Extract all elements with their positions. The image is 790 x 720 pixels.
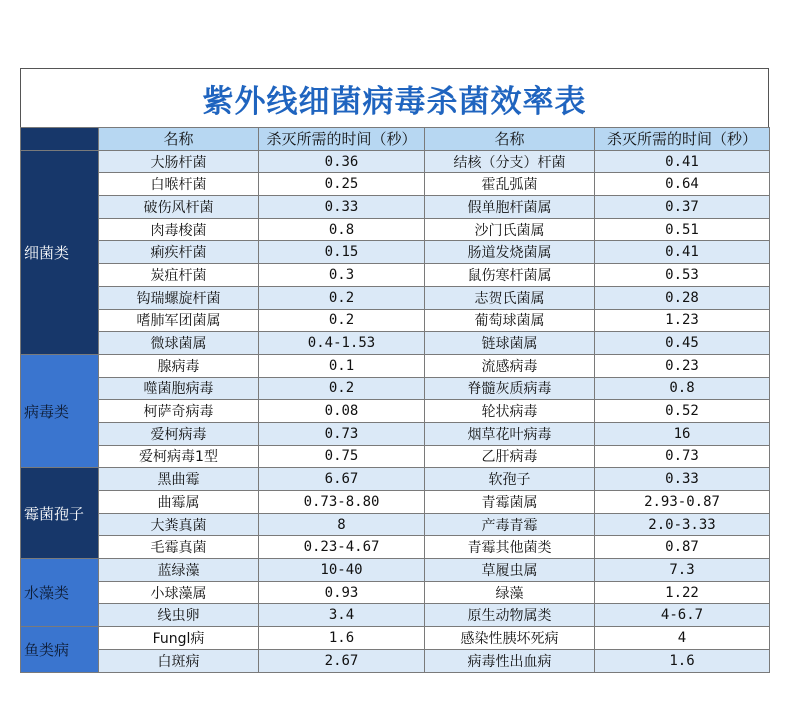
organism-name-cell[interactable]: 小球藻属 (99, 581, 259, 604)
kill-time-cell[interactable]: 0.87 (595, 536, 770, 559)
kill-time-cell[interactable]: 0.75 (259, 445, 425, 468)
organism-name-cell[interactable]: 炭疽杆菌 (99, 264, 259, 287)
organism-name-cell[interactable]: 产毒青霉 (425, 513, 595, 536)
kill-time-cell[interactable]: 0.25 (259, 173, 425, 196)
kill-time-cell[interactable]: 1.6 (595, 649, 770, 672)
kill-time-cell[interactable]: 0.23 (595, 354, 770, 377)
kill-time-cell[interactable]: 0.53 (595, 264, 770, 287)
table-row (21, 513, 770, 536)
kill-time-cell[interactable]: 0.73 (259, 422, 425, 445)
table-row (21, 559, 770, 582)
table-row (21, 422, 770, 445)
organism-name-cell[interactable]: 脊髓灰质病毒 (425, 377, 595, 400)
organism-name-cell[interactable]: 柯萨奇病毒 (99, 400, 259, 423)
kill-time-cell[interactable]: 0.41 (595, 241, 770, 264)
kill-time-cell[interactable]: 0.33 (595, 468, 770, 491)
kill-time-cell[interactable]: 10-40 (259, 559, 425, 582)
organism-name-cell[interactable]: 爱柯病毒 (99, 422, 259, 445)
category-cell[interactable] (21, 150, 99, 354)
kill-time-cell[interactable]: 2.0-3.33 (595, 513, 770, 536)
kill-time-cell[interactable]: 0.3 (259, 264, 425, 287)
organism-name-cell[interactable]: 青霉其他菌类 (425, 536, 595, 559)
category-label: 鱼类病 (24, 640, 70, 659)
organism-name-cell[interactable]: 黑曲霉 (99, 468, 259, 491)
category-label: 霉菌孢子 (24, 504, 85, 523)
table-row (21, 581, 770, 604)
column-header-name-2[interactable]: 名称 (425, 128, 595, 151)
organism-name-cell[interactable]: 沙门氏菌属 (425, 218, 595, 241)
category-cell[interactable] (21, 559, 99, 627)
kill-time-cell[interactable]: 0.8 (595, 377, 770, 400)
kill-time-cell[interactable]: 0.23-4.67 (259, 536, 425, 559)
kill-time-cell[interactable]: 0.41 (595, 150, 770, 173)
kill-time-cell[interactable]: 0.73-8.80 (259, 491, 425, 514)
kill-time-cell[interactable]: 0.33 (259, 196, 425, 219)
kill-time-cell[interactable]: 0.64 (595, 173, 770, 196)
category-cell[interactable] (21, 468, 99, 559)
column-header-time-1[interactable]: 杀灭所需的时间（秒） (259, 128, 425, 151)
kill-time-cell[interactable]: 3.4 (259, 604, 425, 627)
kill-time-cell[interactable]: 0.08 (259, 400, 425, 423)
table-row (21, 491, 770, 514)
organism-name-cell[interactable]: 原生动物属类 (425, 604, 595, 627)
organism-name-cell[interactable]: 大肠杆菌 (99, 150, 259, 173)
category-label: 细菌类 (24, 243, 70, 262)
organism-name-cell[interactable]: 乙肝病毒 (425, 445, 595, 468)
kill-time-cell[interactable]: 0.37 (595, 196, 770, 219)
organism-name-cell[interactable]: 志贺氏菌属 (425, 286, 595, 309)
category-label: 水藻类 (24, 584, 70, 603)
organism-name-cell[interactable]: 嗜肺军团菌属 (99, 309, 259, 332)
category-label: 病毒类 (24, 402, 70, 421)
kill-time-cell[interactable]: 0.2 (259, 377, 425, 400)
kill-time-cell[interactable]: 0.15 (259, 241, 425, 264)
organism-name-cell[interactable]: 毛霉真菌 (99, 536, 259, 559)
category-cell[interactable] (21, 354, 99, 467)
table-row (21, 649, 770, 672)
kill-time-cell[interactable]: 0.51 (595, 218, 770, 241)
organism-name-cell[interactable]: 霍乱弧菌 (425, 173, 595, 196)
table-title: 紫外线细菌病毒杀菌效率表 (202, 83, 587, 120)
organism-name-cell[interactable]: 蓝绿藻 (99, 559, 259, 582)
kill-time-cell[interactable]: 6.67 (259, 468, 425, 491)
table-row (21, 536, 770, 559)
kill-time-cell[interactable]: 2.67 (259, 649, 425, 672)
table-title-cell[interactable] (20, 68, 769, 127)
table-row (21, 354, 770, 377)
table-row (21, 627, 770, 650)
table-row (21, 309, 770, 332)
organism-name-cell[interactable]: 鼠伤寒杆菌属 (425, 264, 595, 287)
kill-time-cell[interactable]: 0.52 (595, 400, 770, 423)
kill-time-cell[interactable]: 0.8 (259, 218, 425, 241)
organism-name-cell[interactable]: 结核（分支）杆菌 (425, 150, 595, 173)
organism-name-cell[interactable]: 痢疾杆菌 (99, 241, 259, 264)
kill-time-cell[interactable]: 8 (259, 513, 425, 536)
organism-name-cell[interactable]: 草履虫属 (425, 559, 595, 582)
table-row (21, 241, 770, 264)
organism-name-cell[interactable]: 线虫卵 (99, 604, 259, 627)
table-row (21, 196, 770, 219)
table-row (21, 377, 770, 400)
category-cell[interactable] (21, 627, 99, 672)
organism-name-cell[interactable]: 青霉菌属 (425, 491, 595, 514)
kill-time-cell[interactable]: 0.2 (259, 286, 425, 309)
table-row (21, 468, 770, 491)
kill-time-cell[interactable]: 1.22 (595, 581, 770, 604)
organism-name-cell[interactable]: 白喉杆菌 (99, 173, 259, 196)
kill-time-cell[interactable]: 0.36 (259, 150, 425, 173)
organism-name-cell[interactable]: 软孢子 (425, 468, 595, 491)
organism-name-cell[interactable]: 白斑病 (99, 649, 259, 672)
kill-time-cell[interactable]: 0.93 (259, 581, 425, 604)
table-row (21, 445, 770, 468)
table-row (21, 218, 770, 241)
kill-time-cell[interactable]: 0.4-1.53 (259, 332, 425, 355)
organism-name-cell[interactable]: 轮状病毒 (425, 400, 595, 423)
table-row (21, 173, 770, 196)
spreadsheet (20, 68, 769, 673)
table-row (21, 400, 770, 423)
organism-name-cell[interactable]: 爱柯病毒1型 (99, 445, 259, 468)
organism-name-cell[interactable]: 噬菌胞病毒 (99, 377, 259, 400)
organism-name-cell[interactable]: 肠道发烧菌属 (425, 241, 595, 264)
kill-time-cell[interactable]: 4 (595, 627, 770, 650)
organism-name-cell[interactable]: 病毒性出血病 (425, 649, 595, 672)
kill-time-cell[interactable]: 4-6.7 (595, 604, 770, 627)
organism-name-cell[interactable]: 微球菌属 (99, 332, 259, 355)
organism-name-cell[interactable]: 腺病毒 (99, 354, 259, 377)
table-row (21, 286, 770, 309)
table-row (21, 264, 770, 287)
organism-name-cell[interactable]: 钩瑞螺旋杆菌 (99, 286, 259, 309)
organism-name-cell[interactable]: 绿藻 (425, 581, 595, 604)
header-row (21, 128, 770, 151)
organism-name-cell[interactable]: 葡萄球菌属 (425, 309, 595, 332)
organism-name-cell[interactable]: 链球菌属 (425, 332, 595, 355)
organism-name-cell[interactable]: 假单胞杆菌属 (425, 196, 595, 219)
organism-name-cell[interactable]: 破伤风杆菌 (99, 196, 259, 219)
organism-name-cell[interactable]: 感染性胰坏死病 (425, 627, 595, 650)
kill-time-cell[interactable]: 7.3 (595, 559, 770, 582)
kill-time-cell[interactable]: 2.93-0.87 (595, 491, 770, 514)
table-row (21, 150, 770, 173)
organism-name-cell[interactable]: 大粪真菌 (99, 513, 259, 536)
column-header-name-1[interactable]: 名称 (99, 128, 259, 151)
organism-name-cell[interactable]: 肉毒梭菌 (99, 218, 259, 241)
kill-time-cell[interactable]: 0.1 (259, 354, 425, 377)
table-row (21, 604, 770, 627)
kill-time-cell[interactable]: 16 (595, 422, 770, 445)
table-row (21, 332, 770, 355)
kill-time-cell[interactable]: 1.6 (259, 627, 425, 650)
kill-time-cell[interactable]: 0.45 (595, 332, 770, 355)
organism-name-cell[interactable]: Fungl病 (99, 627, 259, 650)
kill-time-cell[interactable]: 0.73 (595, 445, 770, 468)
organism-name-cell[interactable]: 流感病毒 (425, 354, 595, 377)
organism-name-cell[interactable]: 烟草花叶病毒 (425, 422, 595, 445)
kill-time-cell[interactable]: 0.2 (259, 309, 425, 332)
column-header-time-2[interactable]: 杀灭所需的时间（秒） (595, 128, 770, 151)
organism-name-cell[interactable]: 曲霉属 (99, 491, 259, 514)
category-header-cell[interactable] (21, 128, 99, 151)
kill-time-cell[interactable]: 0.28 (595, 286, 770, 309)
kill-time-cell[interactable]: 1.23 (595, 309, 770, 332)
efficiency-table (20, 127, 770, 673)
